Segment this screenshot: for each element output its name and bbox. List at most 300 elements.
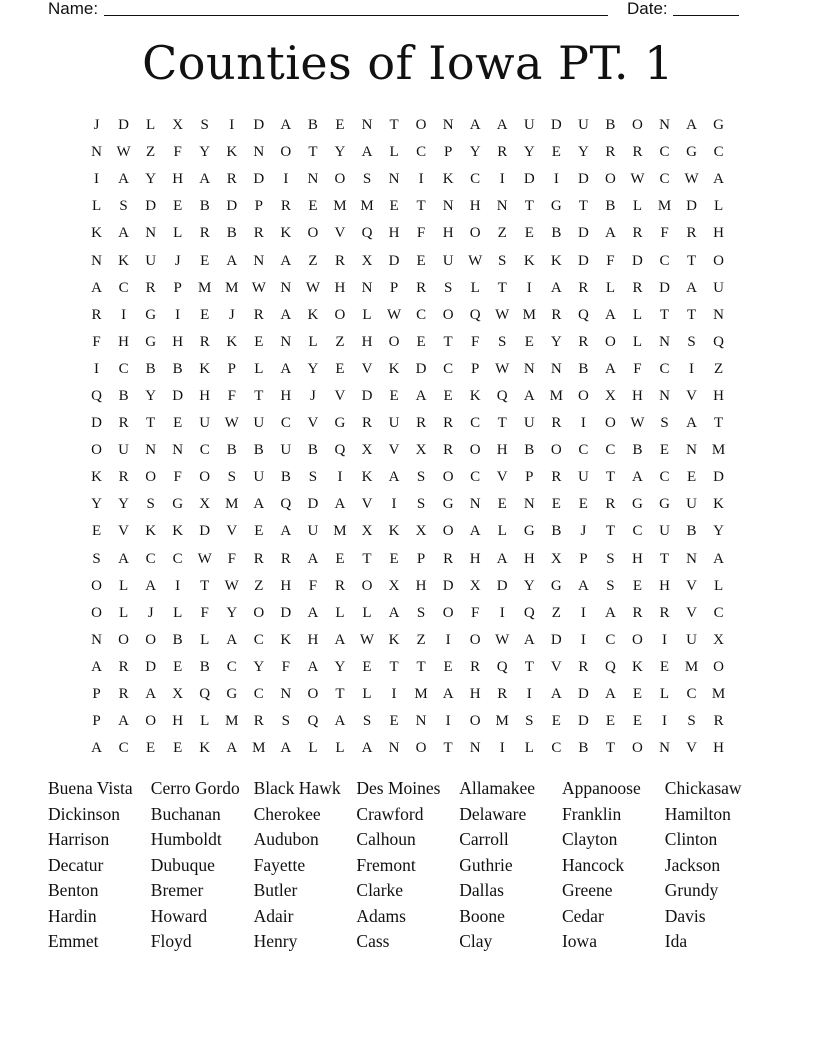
grid-letter: O [713, 252, 725, 269]
grid-letter: D [577, 686, 589, 703]
grid-letter: O [632, 117, 643, 134]
grid-letter: O [550, 442, 562, 459]
grid-letter: N [713, 306, 725, 323]
grid-letter: N [388, 171, 400, 188]
grid-letter: L [362, 306, 372, 323]
grid-letter: O [118, 631, 129, 648]
word-list-item: Emmet [48, 931, 99, 951]
grid-letter: Y [334, 144, 346, 161]
grid-letter: N [659, 740, 670, 757]
grid-letter: A [334, 713, 346, 730]
grid-letter: B [199, 198, 210, 215]
grid-letter: L [91, 198, 102, 215]
grid-letter: I [418, 171, 424, 188]
grid-letter: R [605, 496, 616, 513]
word-list-item: Cerro Gordo [150, 778, 240, 798]
grid-row [83, 491, 733, 518]
grid-letter: Q [91, 387, 102, 404]
grid-letter: A [118, 225, 129, 242]
word-list-item: Buena Vista [48, 778, 133, 798]
grid-row [83, 681, 733, 708]
grid-letter: E [443, 387, 453, 404]
word-list-item: Calhoun [356, 829, 416, 849]
grid-letter: L [200, 631, 210, 648]
grid-letter: B [226, 225, 237, 242]
grid-letter: E [200, 306, 210, 323]
grid-letter: X [550, 550, 562, 567]
grid-letter: P [173, 279, 182, 296]
grid-letter: R [118, 469, 129, 486]
grid-letter: N [280, 279, 292, 296]
grid-letter: E [146, 740, 156, 757]
grid-letter: I [391, 686, 397, 703]
grid-letter: R [686, 225, 697, 242]
grid-letter: L [308, 740, 318, 757]
grid-letter: D [659, 279, 670, 296]
grid-letter: O [713, 658, 725, 675]
grid-letter: E [91, 523, 102, 540]
grid-letter: B [605, 198, 616, 215]
grid-letter: A [604, 360, 616, 377]
grid-letter: W [495, 306, 510, 323]
grid-letter: D [632, 252, 643, 269]
grid-letter: L [335, 604, 345, 621]
grid-letter: G [442, 496, 454, 513]
grid-letter: D [550, 631, 562, 648]
grid-letter: O [442, 469, 454, 486]
grid-letter: I [121, 306, 127, 323]
grid-letter: W [116, 144, 131, 161]
grid-letter: I [94, 171, 100, 188]
grid-row [83, 193, 733, 220]
grid-letter: X [604, 387, 616, 404]
grid-letter: Y [523, 577, 535, 594]
grid-letter: H [713, 740, 725, 757]
grid-letter: D [415, 360, 427, 377]
grid-letter: W [386, 306, 402, 323]
grid-letter: N [253, 252, 265, 269]
grid-letter: A [307, 658, 319, 675]
grid-letter: J [93, 117, 100, 134]
word-list-item: Des Moines [356, 778, 441, 798]
grid-letter: S [525, 713, 534, 730]
grid-letter: E [605, 713, 615, 730]
grid-letter: R [497, 686, 508, 703]
grid-letter: M [333, 198, 347, 215]
grid-letter: B [578, 740, 589, 757]
grid-letter: C [253, 686, 264, 703]
grid-letter: E [686, 469, 697, 486]
grid-letter: G [523, 523, 535, 540]
grid-letter: K [91, 225, 102, 242]
grid-letter: K [388, 631, 400, 648]
grid-letter: N [469, 496, 481, 513]
grid-letter: D [442, 577, 454, 594]
grid-letter: A [550, 686, 562, 703]
grid-letter: Z [416, 631, 426, 648]
grid-letter: L [362, 604, 372, 621]
grid-letter: C [659, 144, 670, 161]
grid-letter: A [388, 604, 400, 621]
grid-letter: A [361, 740, 373, 757]
grid-letter: K [388, 360, 400, 377]
grid-letter: I [499, 171, 505, 188]
grid-letter: I [175, 306, 181, 323]
grid-letter: H [280, 577, 292, 594]
grid-letter: N [442, 117, 454, 134]
grid-letter: H [496, 442, 508, 459]
grid-letter: V [361, 360, 373, 377]
grid-letter: E [632, 686, 643, 703]
grid-letter: A [280, 117, 292, 134]
grid-letter: O [253, 604, 265, 621]
grid-letter: Y [469, 144, 481, 161]
grid-letter: F [200, 604, 209, 621]
grid-letter: Q [199, 686, 211, 703]
grid-letter: G [632, 496, 643, 513]
grid-letter: Y [713, 523, 725, 540]
grid-letter: I [553, 171, 559, 188]
grid-letter: T [686, 306, 697, 323]
grid-letter: L [659, 686, 670, 703]
grid-letter: A [145, 577, 157, 594]
grid-letter: C [172, 550, 183, 567]
grid-letter: O [361, 577, 373, 594]
grid-row [83, 383, 733, 410]
grid-letter: Q [307, 713, 319, 730]
grid-letter: T [686, 252, 697, 269]
grid-row [83, 573, 733, 600]
grid-letter: A [118, 171, 129, 188]
word-list-item: Hamilton [664, 803, 731, 824]
grid-letter: K [226, 144, 238, 161]
grid-letter: R [253, 550, 264, 567]
grid-letter: Y [307, 360, 319, 377]
grid-letter: F [471, 604, 480, 621]
word-list-item: Clay [459, 931, 493, 951]
grid-row [83, 329, 733, 356]
grid-letter: R [199, 225, 210, 242]
grid-letter: E [173, 415, 183, 432]
grid-letter: A [334, 496, 346, 513]
grid-letter: H [469, 550, 481, 567]
grid-letter: I [689, 360, 695, 377]
grid-letter: G [145, 306, 157, 323]
grid-letter: W [630, 415, 645, 432]
grid-letter: O [469, 442, 481, 459]
grid-letter: E [335, 117, 345, 134]
grid-letter: L [173, 225, 183, 242]
grid-letter: H [469, 198, 481, 215]
word-list-item: Hancock [561, 854, 625, 875]
grid-letter: O [469, 713, 481, 730]
grid-letter: S [498, 252, 507, 269]
grid-letter: J [309, 387, 316, 404]
grid-letter: N [91, 252, 102, 269]
grid-row [83, 247, 733, 274]
grid-row [83, 627, 733, 654]
word-list-item: Crawford [356, 803, 424, 824]
grid-letter: L [524, 740, 534, 757]
grid-letter: L [362, 686, 372, 703]
grid-letter: E [578, 496, 588, 513]
grid-letter: S [443, 279, 453, 296]
grid-letter: I [391, 496, 397, 513]
grid-row [83, 166, 733, 193]
grid-letter: P [92, 713, 101, 730]
grid-letter: I [499, 740, 505, 757]
grid-letter: B [551, 523, 562, 540]
grid-letter: Z [714, 360, 724, 377]
grid-letter: V [361, 496, 373, 513]
grid-letter: F [227, 387, 236, 404]
letter-grid [83, 112, 733, 762]
grid-letter: D [577, 713, 589, 730]
grid-letter: O [307, 686, 319, 703]
grid-letter: A [604, 306, 616, 323]
word-list-item: Floyd [150, 931, 192, 951]
grid-letter: W [495, 631, 510, 648]
grid-letter: M [684, 658, 699, 675]
grid-letter: R [145, 279, 156, 296]
grid-letter: R [497, 144, 508, 161]
grid-row [83, 220, 733, 247]
grid-letter: T [524, 658, 534, 675]
grid-letter: R [605, 144, 616, 161]
grid-letter: T [254, 387, 264, 404]
grid-letter: F [606, 252, 615, 269]
grid-letter: Y [145, 171, 157, 188]
grid-letter: H [523, 550, 535, 567]
grid-letter: C [659, 171, 670, 188]
grid-letter: K [469, 387, 481, 404]
grid-row [83, 302, 733, 329]
grid-letter: G [550, 198, 562, 215]
grid-row [83, 410, 733, 437]
grid-letter: S [498, 333, 507, 350]
grid-letter: N [686, 550, 697, 567]
grid-letter: M [522, 306, 536, 323]
grid-letter: H [199, 387, 211, 404]
grid-letter: L [254, 360, 264, 377]
grid-letter: V [496, 469, 508, 486]
grid-letter: S [308, 469, 318, 486]
grid-letter: O [91, 604, 102, 621]
grid-letter: P [389, 279, 399, 296]
grid-letter: C [551, 740, 562, 757]
grid-letter: O [145, 469, 157, 486]
grid-letter: D [253, 171, 265, 188]
grid-letter: D [496, 577, 508, 594]
grid-letter: T [308, 144, 318, 161]
grid-letter: N [145, 225, 157, 242]
grid-letter: O [604, 171, 616, 188]
grid-letter: X [415, 442, 427, 459]
grid-letter: F [633, 360, 642, 377]
grid-letter: K [361, 469, 373, 486]
grid-letter: I [229, 117, 235, 134]
grid-letter: O [334, 306, 346, 323]
grid-letter: T [335, 686, 345, 703]
grid-letter: S [416, 496, 426, 513]
word-list-item: Grundy [664, 880, 719, 900]
grid-letter: R [280, 198, 291, 215]
grid-letter: T [497, 279, 507, 296]
grid-letter: T [605, 740, 615, 757]
grid-letter: B [253, 442, 264, 459]
grid-letter: U [577, 469, 589, 486]
grid-letter: L [118, 577, 129, 594]
grid-letter: A [713, 171, 725, 188]
grid-letter: E [389, 198, 399, 215]
grid-letter: W [630, 171, 645, 188]
grid-letter: B [307, 442, 318, 459]
grid-letter: C [118, 740, 129, 757]
grid-letter: X [469, 577, 481, 594]
name-label: Name: [48, 0, 99, 18]
grid-letter: A [550, 279, 562, 296]
grid-letter: S [146, 496, 155, 513]
grid-letter: O [604, 415, 616, 432]
grid-letter: N [388, 740, 400, 757]
grid-letter: B [551, 225, 562, 242]
grid-letter: F [660, 225, 669, 242]
grid-letter: A [713, 550, 725, 567]
grid-letter: Z [254, 577, 264, 594]
grid-letter: R [118, 658, 129, 675]
word-list [48, 776, 768, 955]
grid-letter: Q [496, 658, 508, 675]
word-list-item: Cass [356, 931, 390, 951]
grid-row [83, 356, 733, 383]
grid-letter: D [118, 117, 129, 134]
grid-letter: C [686, 686, 697, 703]
grid-letter: E [551, 713, 561, 730]
grid-letter: X [172, 117, 184, 134]
grid-letter: A [415, 387, 427, 404]
grid-letter: H [307, 631, 319, 648]
grid-letter: W [224, 415, 239, 432]
word-list-item: Dallas [459, 880, 504, 900]
grid-letter: N [91, 144, 102, 161]
word-list-item: Appanoose [561, 778, 641, 798]
grid-letter: R [551, 469, 562, 486]
grid-letter: C [416, 306, 427, 323]
grid-letter: E [173, 658, 183, 675]
grid-letter: B [578, 360, 589, 377]
grid-letter: V [226, 523, 238, 540]
word-list-item: Dickinson [48, 803, 120, 824]
grid-letter: H [388, 225, 400, 242]
grid-letter: Q [604, 658, 616, 675]
grid-letter: A [523, 631, 535, 648]
grid-letter: O [415, 117, 427, 134]
grid-letter: F [173, 144, 182, 161]
grid-letter: C [470, 415, 481, 432]
grid-letter: U [523, 415, 535, 432]
grid-letter: K [550, 252, 562, 269]
grid-letter: E [254, 523, 264, 540]
grid-letter: A [226, 631, 238, 648]
grid-letter: J [580, 523, 587, 540]
grid-letter: K [523, 252, 535, 269]
grid-letter: C [118, 360, 129, 377]
grid-letter: K [145, 523, 157, 540]
grid-letter: H [713, 225, 725, 242]
grid-letter: O [91, 577, 102, 594]
grid-letter: A [226, 740, 238, 757]
grid-letter: D [686, 198, 697, 215]
grid-letter: B [605, 117, 616, 134]
grid-letter: E [254, 333, 264, 350]
word-list-item: Boone [459, 905, 505, 926]
grid-letter: V [686, 577, 697, 594]
grid-letter: R [253, 713, 264, 730]
grid-letter: V [388, 442, 400, 459]
grid-letter: K [199, 740, 211, 757]
grid-row [83, 600, 733, 627]
grid-letter: K [118, 252, 129, 269]
grid-letter: B [172, 360, 183, 377]
grid-letter: I [283, 171, 289, 188]
word-list-item: Clayton [561, 829, 618, 849]
grid-letter: U [280, 442, 292, 459]
grid-letter: A [632, 469, 643, 486]
grid-letter: Z [335, 333, 345, 350]
grid-row [83, 112, 733, 139]
grid-letter: O [442, 306, 454, 323]
grid-row [83, 139, 733, 166]
grid-letter: D [172, 387, 184, 404]
grid-letter: T [443, 333, 453, 350]
grid-letter: O [199, 469, 211, 486]
grid-letter: L [632, 333, 643, 350]
word-list-item: Clarke [356, 880, 404, 900]
grid-letter: Y [334, 658, 346, 675]
grid-letter: W [197, 550, 212, 567]
grid-letter: M [252, 740, 266, 757]
grid-letter: U [686, 496, 697, 513]
grid-letter: B [632, 442, 643, 459]
grid-row [83, 654, 733, 681]
word-list-item: Black Hawk [253, 778, 341, 798]
grid-letter: M [225, 496, 239, 513]
word-list-item: Ida [664, 931, 688, 951]
grid-letter: S [200, 117, 209, 134]
grid-letter: X [172, 686, 184, 703]
grid-letter: T [146, 415, 156, 432]
grid-letter: I [526, 686, 532, 703]
grid-letter: D [577, 252, 589, 269]
grid-letter: B [118, 387, 129, 404]
grid-letter: J [147, 604, 154, 621]
grid-letter: E [173, 198, 183, 215]
grid-letter: H [118, 333, 129, 350]
grid-letter: G [550, 577, 562, 594]
grid-letter: R [632, 225, 643, 242]
grid-letter: N [469, 740, 481, 757]
grid-letter: A [686, 117, 697, 134]
grid-letter: L [335, 740, 345, 757]
grid-letter: E [335, 550, 345, 567]
grid-letter: A [118, 713, 129, 730]
grid-letter: C [605, 442, 616, 459]
grid-letter: H [713, 387, 725, 404]
grid-letter: F [173, 469, 182, 486]
grid-letter: S [687, 713, 696, 730]
grid-letter: L [605, 279, 615, 296]
grid-letter: O [280, 144, 292, 161]
